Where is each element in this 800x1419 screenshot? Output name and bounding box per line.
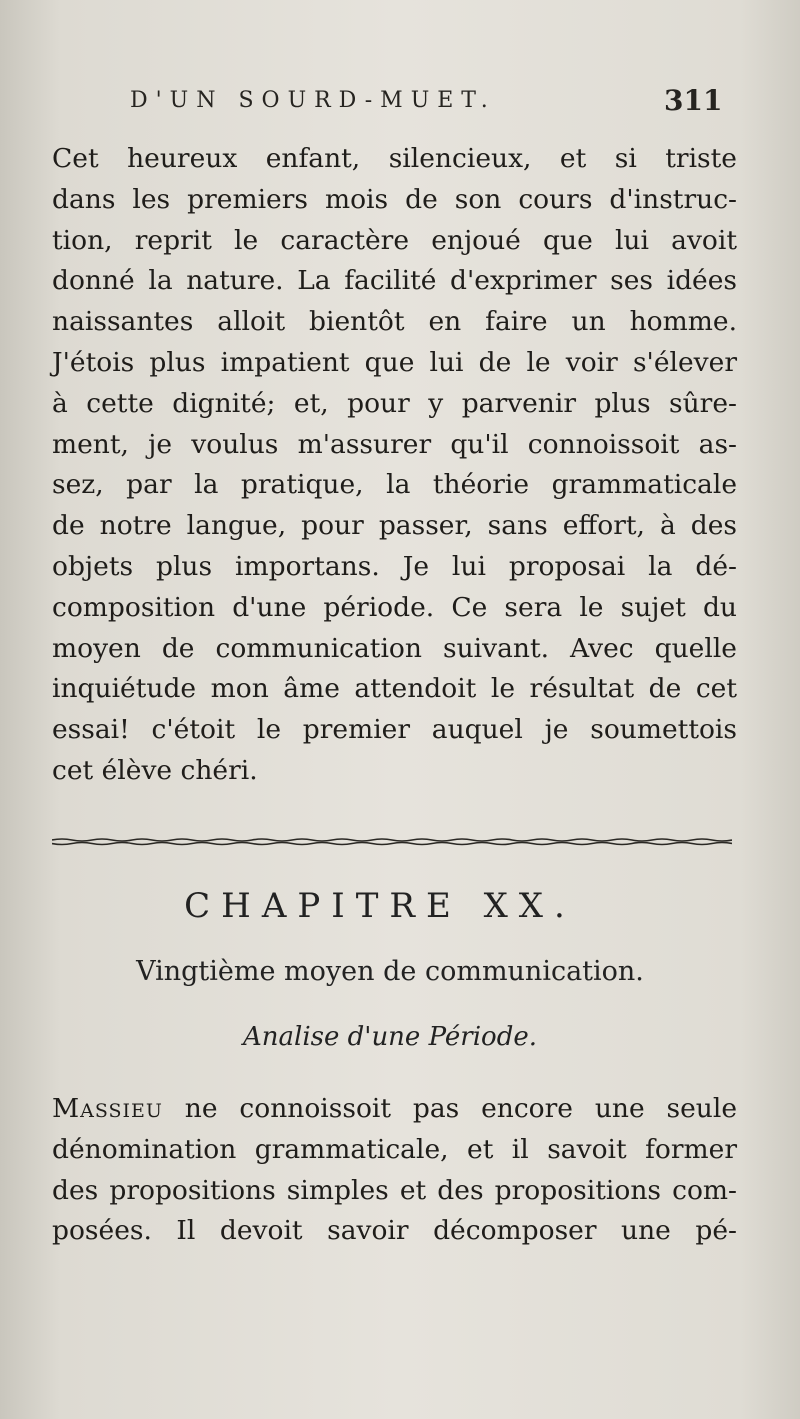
text-line: posées. Il devoit savoir décomposer une pé- [52, 1215, 737, 1247]
text-line [52, 1089, 737, 1130]
text-line: objets plus importans. Je lui proposai la dé- [52, 550, 737, 582]
text-line: naissantes alloit bientôt en faire un homme. [52, 306, 737, 338]
text-line: tion, reprit le caractère enjoué que lui avoit [52, 224, 737, 256]
text-line: à cette dignité; et, pour y parvenir plus sûre- [52, 387, 737, 419]
text-line-rest: ne connoissoit pas encore une seule [162, 1093, 737, 1124]
text-line: des propositions simples et des propositions com- [52, 1174, 737, 1206]
text-line: moyen de communication suivant. Avec quelle [52, 632, 737, 664]
text-line: composition d'une période. Ce sera le sujet du [52, 591, 737, 623]
text-line: J'étois plus impatient que lui de le voir s'élever [52, 346, 737, 378]
text-line: dans les premiers mois de son cours d'instruc- [52, 183, 737, 215]
text-line: de notre langue, pour passer, sans effort, à des [52, 510, 737, 542]
text-line: inquiétude mon âme attendoit le résultat de cet [52, 673, 737, 705]
text-line: dénomination grammaticale, et il savoit former [52, 1133, 737, 1165]
text-line: donné la nature. La facilité d'exprimer ses idées [52, 265, 737, 297]
text-line: ment, je voulus m'assurer qu'il connoissoit as- [52, 428, 737, 460]
text-line: Cet heureux enfant, silencieux, et si triste [52, 143, 737, 174]
name-massieu: Massieu [52, 1093, 163, 1124]
text-line: sez, par la pratique, la théorie grammaticale [52, 469, 737, 501]
text-line: essai! c'étoit le premier auquel je soumettois [52, 714, 737, 746]
text-line: cet élève chéri. [52, 754, 258, 786]
chapter-subtitle: Vingtième moyen de communication. [136, 956, 644, 987]
paragraph-2 [52, 1089, 737, 1252]
ornamental-rule [52, 838, 732, 846]
paragraph-1 [52, 139, 737, 792]
section-title: Analise d'une Période. [243, 1022, 537, 1052]
chapter-title: CHAPITRE XX. [184, 886, 576, 926]
running-head: D'UN SOURD-MUET. [130, 88, 496, 113]
page-number: 311 [664, 84, 723, 117]
